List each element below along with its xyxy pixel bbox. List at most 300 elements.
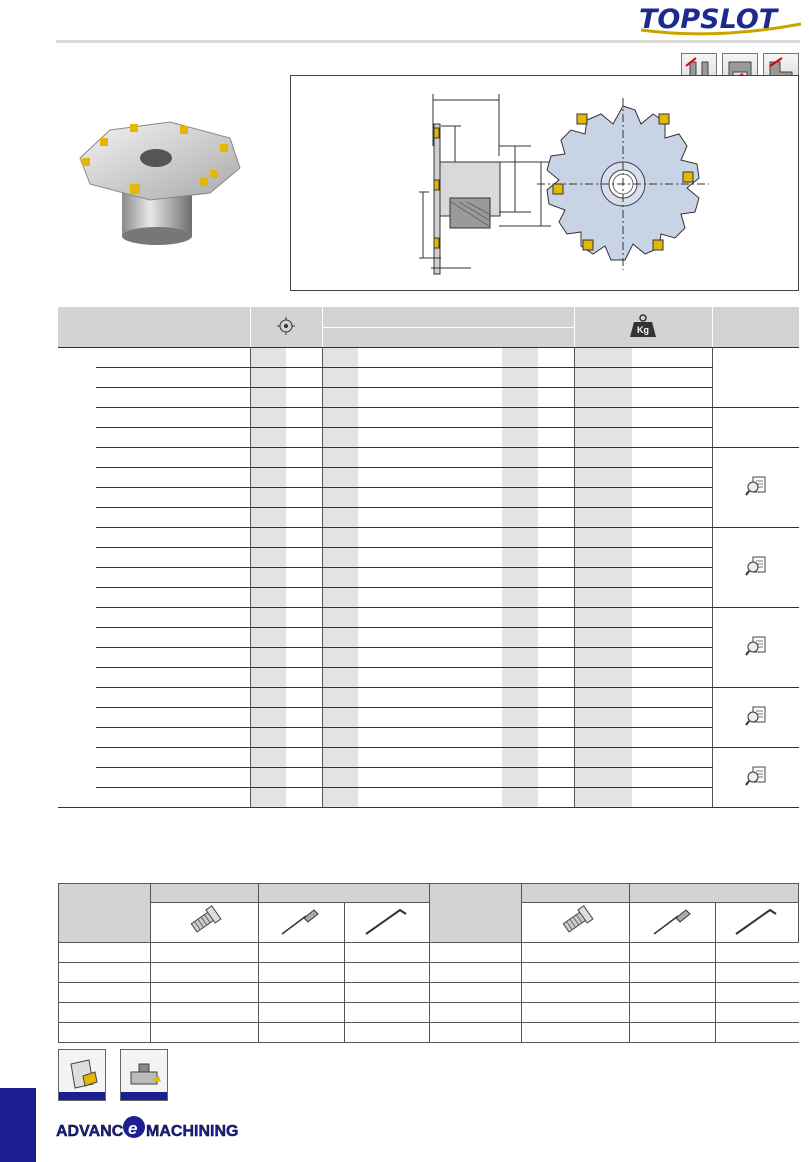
table-cell [538, 688, 574, 708]
table-cell [422, 448, 502, 468]
table-cell [358, 768, 422, 788]
table-cell [286, 688, 322, 708]
reference-cell [712, 448, 799, 528]
reference-cell [712, 408, 799, 448]
table-cell [502, 728, 538, 748]
product-photo [70, 118, 250, 248]
table-cell [574, 568, 632, 588]
table-cell [96, 748, 250, 768]
accessories-cell [630, 1023, 716, 1043]
table-cell [286, 508, 322, 528]
table-cell [322, 648, 358, 668]
accessories-icon-row [59, 903, 799, 943]
table-row [58, 568, 799, 588]
accessories-cell [258, 983, 344, 1003]
table-cell [538, 768, 574, 788]
table-cell [574, 508, 632, 528]
table-row [58, 628, 799, 648]
table-cell [250, 548, 286, 568]
table-cell [286, 668, 322, 688]
table-cell [538, 368, 574, 388]
table-cell [358, 428, 422, 448]
table-cell [574, 788, 632, 808]
table-cell [286, 408, 322, 428]
screw-icon [150, 903, 258, 943]
table-cell [538, 528, 574, 548]
table-cell [286, 548, 322, 568]
accessories-cell [716, 963, 799, 983]
table-cell [96, 708, 250, 728]
table-cell [574, 368, 632, 388]
table-cell [250, 468, 286, 488]
reference-magnifier-icon[interactable] [745, 719, 767, 730]
table-cell [286, 468, 322, 488]
table-cell [96, 388, 250, 408]
table-cell [322, 508, 358, 528]
table-cell [358, 468, 422, 488]
table-cell [632, 588, 712, 608]
table-cell [96, 468, 250, 488]
table-cell [502, 508, 538, 528]
table-cell [574, 408, 632, 428]
header-dimensions-sub [322, 328, 574, 348]
weight-kg-icon [628, 314, 658, 338]
table-cell [286, 788, 322, 808]
table-cell [250, 668, 286, 688]
table-row [58, 348, 799, 368]
table-cell [422, 548, 502, 568]
table-cell [574, 688, 632, 708]
insert-positions-icon [276, 328, 296, 339]
table-cell [538, 348, 574, 368]
torx-screwdriver-icon [630, 903, 716, 943]
table-cell [632, 548, 712, 568]
table-cell [574, 588, 632, 608]
header-designation [58, 307, 250, 348]
table-cell [574, 548, 632, 568]
table-cell [632, 408, 712, 428]
table-cell [96, 428, 250, 448]
reference-cell [712, 608, 799, 688]
table-cell [250, 788, 286, 808]
table-cell [538, 708, 574, 728]
table-row [58, 668, 799, 688]
table-cell [286, 348, 322, 368]
table-cell [632, 648, 712, 668]
table-cell [422, 648, 502, 668]
table-cell [96, 488, 250, 508]
table-cell [632, 428, 712, 448]
table-row [58, 728, 799, 748]
table-cell [632, 608, 712, 628]
table-cell [358, 408, 422, 428]
table-cell [322, 488, 358, 508]
table-cell [286, 768, 322, 788]
table-cell [632, 788, 712, 808]
accessories-cell [344, 1023, 430, 1043]
table-cell [632, 668, 712, 688]
table-cell [422, 628, 502, 648]
table-cell [538, 668, 574, 688]
table-cell [632, 388, 712, 408]
accessories-cell [344, 1003, 430, 1023]
table-cell [538, 468, 574, 488]
accessories-designation-header-2 [430, 884, 522, 943]
accessories-cell [630, 963, 716, 983]
accessories-cell [59, 943, 151, 963]
accessories-cell [59, 1003, 151, 1023]
table-cell [502, 648, 538, 668]
table-cell [574, 348, 632, 368]
accessories-cell [258, 963, 344, 983]
table-cell [502, 548, 538, 568]
table-cell [422, 408, 502, 428]
accessories-cell [716, 943, 799, 963]
table-header-row [58, 307, 799, 328]
reference-cell [712, 688, 799, 748]
table-cell [358, 788, 422, 808]
footer-logo-left: ADVANC [56, 1123, 124, 1140]
table-row [58, 768, 799, 788]
table-cell [96, 768, 250, 788]
table-cell [96, 588, 250, 608]
table-row [58, 508, 799, 528]
table-cell [322, 768, 358, 788]
table-row [58, 408, 799, 428]
table-cell [250, 508, 286, 528]
accessories-cell [716, 983, 799, 1003]
accessories-cell [59, 983, 151, 1003]
table-cell [502, 568, 538, 588]
table-cell [538, 628, 574, 648]
table-cell [632, 448, 712, 468]
accessories-cell [630, 983, 716, 1003]
footer-logo-right: MACHINING [146, 1123, 239, 1140]
accessories-cell [630, 943, 716, 963]
accessories-cell [258, 1023, 344, 1043]
table-cell [422, 428, 502, 448]
table-row [58, 748, 799, 768]
table-cell [574, 728, 632, 748]
table-cell [96, 608, 250, 628]
table-cell [538, 728, 574, 748]
accessories-cell [430, 983, 522, 1003]
table-cell [322, 708, 358, 728]
table-cell [250, 568, 286, 588]
accessories-cell [430, 1023, 522, 1043]
table-cell [422, 788, 502, 808]
table-cell [422, 568, 502, 588]
table-cell [96, 448, 250, 468]
cutter-side-section [419, 94, 551, 274]
table-cell [538, 788, 574, 808]
table-cell [422, 688, 502, 708]
table-cell [422, 708, 502, 728]
table-cell [358, 568, 422, 588]
accessories-cell [716, 1023, 799, 1043]
accessories-row [59, 963, 799, 983]
table-cell [574, 488, 632, 508]
table-cell [96, 648, 250, 668]
table-cell [502, 588, 538, 608]
table-cell [286, 568, 322, 588]
table-cell [322, 548, 358, 568]
accessories-cell [344, 943, 430, 963]
table-cell [358, 348, 422, 368]
table-cell [502, 528, 538, 548]
brand-logo-text: TOPSLOT [639, 4, 778, 35]
table-cell [286, 748, 322, 768]
table-cell [538, 388, 574, 408]
accessories-row [59, 1003, 799, 1023]
table-cell [632, 768, 712, 788]
table-cell [574, 448, 632, 468]
table-cell [574, 648, 632, 668]
technical-info-icon[interactable] [120, 1049, 168, 1101]
table-cell [358, 708, 422, 728]
table-cell [250, 428, 286, 448]
table-cell [250, 448, 286, 468]
table-cell [250, 608, 286, 628]
table-cell [358, 748, 422, 768]
table-cell [358, 728, 422, 748]
accessories-cell [59, 963, 151, 983]
table-cell [250, 388, 286, 408]
table-cell [632, 628, 712, 648]
accessories-cell [150, 1003, 258, 1023]
table-cell [358, 448, 422, 468]
series-cell [58, 348, 96, 808]
table-cell [538, 608, 574, 628]
reference-magnifier-icon[interactable] [745, 569, 767, 580]
table-cell [502, 408, 538, 428]
accessories-cell [258, 1003, 344, 1023]
table-cell [250, 728, 286, 748]
weight-unit-label: Kg [637, 324, 649, 335]
table-cell [358, 388, 422, 408]
accessories-cell [59, 1023, 151, 1043]
table-cell [96, 528, 250, 548]
table-cell [286, 608, 322, 628]
table-cell [502, 368, 538, 388]
table-cell [502, 788, 538, 808]
table-cell [574, 608, 632, 628]
table-cell [574, 748, 632, 768]
table-cell [422, 468, 502, 488]
table-cell [286, 728, 322, 748]
accessories-table [58, 883, 799, 1043]
accessories-cell [150, 963, 258, 983]
table-cell [538, 508, 574, 528]
table-row [58, 468, 799, 488]
table-cell [358, 688, 422, 708]
accessories-cell [430, 963, 522, 983]
table-cell [632, 468, 712, 488]
table-cell [96, 548, 250, 568]
table-cell [422, 508, 502, 528]
table-cell [422, 348, 502, 368]
table-cell [502, 348, 538, 368]
table-cell [358, 368, 422, 388]
table-cell [538, 488, 574, 508]
table-cell [502, 388, 538, 408]
table-cell [502, 708, 538, 728]
table-row [58, 688, 799, 708]
cutter-front-view [537, 98, 709, 270]
footer-logo [56, 1117, 239, 1141]
table-cell [574, 388, 632, 408]
table-cell [538, 408, 574, 428]
table-cell [286, 708, 322, 728]
table-cell [538, 568, 574, 588]
header-rule [56, 40, 800, 43]
table-cell [322, 608, 358, 628]
table-cell [322, 688, 358, 708]
table-cell [632, 728, 712, 748]
table-cell [502, 628, 538, 648]
table-cell [286, 448, 322, 468]
table-cell [422, 748, 502, 768]
table-cell [358, 488, 422, 508]
reference-magnifier-icon[interactable] [745, 489, 767, 500]
reference-cell [712, 528, 799, 608]
table-cell [322, 428, 358, 448]
table-cell [322, 388, 358, 408]
table-cell [358, 528, 422, 548]
table-row [58, 608, 799, 628]
table-cell [250, 588, 286, 608]
table-cell [502, 748, 538, 768]
table-row [58, 488, 799, 508]
header-teeth [250, 307, 322, 348]
table-cell [96, 788, 250, 808]
table-cell [286, 488, 322, 508]
table-cell [250, 368, 286, 388]
table-cell [358, 608, 422, 628]
table-cell [422, 588, 502, 608]
accessories-cell [716, 1003, 799, 1023]
table-cell [250, 748, 286, 768]
accessories-cell [522, 983, 630, 1003]
table-cell [574, 708, 632, 728]
accessories-screw-header [150, 884, 258, 903]
table-cell [286, 368, 322, 388]
table-cell [322, 668, 358, 688]
table-row [58, 548, 799, 568]
table-cell [574, 628, 632, 648]
table-row [58, 588, 799, 608]
table-cell [632, 508, 712, 528]
table-cell [96, 688, 250, 708]
section-tab [0, 1088, 36, 1162]
table-cell [574, 668, 632, 688]
table-cell [358, 548, 422, 568]
table-cell [96, 668, 250, 688]
table-row [58, 648, 799, 668]
screw-icon [522, 903, 630, 943]
accessories-cell [630, 1003, 716, 1023]
table-cell [422, 728, 502, 748]
table-cell [250, 768, 286, 788]
table-cell [322, 348, 358, 368]
table-cell [358, 628, 422, 648]
table-cell [538, 428, 574, 448]
table-cell [502, 688, 538, 708]
table-cell [422, 528, 502, 548]
table-cell [322, 448, 358, 468]
accessories-cell [430, 943, 522, 963]
table-cell [358, 668, 422, 688]
catalog-reference-icon[interactable] [58, 1049, 106, 1101]
table-cell [96, 568, 250, 588]
table-cell [502, 428, 538, 448]
header-dimensions [322, 307, 574, 328]
technical-drawing [290, 75, 799, 291]
table-cell [574, 468, 632, 488]
table-cell [538, 448, 574, 468]
table-cell [250, 408, 286, 428]
table-row [58, 368, 799, 388]
table-cell [422, 388, 502, 408]
table-cell [502, 768, 538, 788]
accessories-cell [430, 1003, 522, 1023]
table-cell [322, 468, 358, 488]
table-row [58, 788, 799, 808]
reference-magnifier-icon[interactable] [745, 649, 767, 660]
table-cell [422, 768, 502, 788]
table-cell [96, 348, 250, 368]
table-cell [96, 728, 250, 748]
specification-table [58, 307, 799, 808]
accessories-cell [150, 943, 258, 963]
accessories-header-row [59, 884, 799, 903]
table-cell [358, 588, 422, 608]
header-reference [712, 307, 799, 348]
reference-magnifier-icon[interactable] [745, 779, 767, 790]
hex-key-icon [716, 903, 799, 943]
accessories-cell [522, 943, 630, 963]
accessories-cell [344, 963, 430, 983]
accessories-row [59, 1023, 799, 1043]
table-cell [502, 608, 538, 628]
table-cell [502, 468, 538, 488]
table-cell [250, 628, 286, 648]
table-cell [574, 528, 632, 548]
header-weight [574, 307, 712, 348]
table-row [58, 528, 799, 548]
accessories-cell [150, 983, 258, 1003]
table-cell [632, 528, 712, 548]
table-cell [632, 568, 712, 588]
table-cell [286, 588, 322, 608]
reference-cell [712, 748, 799, 808]
table-cell [322, 588, 358, 608]
table-cell [422, 488, 502, 508]
table-cell [422, 668, 502, 688]
hex-key-icon [344, 903, 430, 943]
table-cell [632, 688, 712, 708]
table-cell [422, 368, 502, 388]
brand-logo [635, 0, 805, 38]
table-cell [322, 528, 358, 548]
table-cell [96, 368, 250, 388]
table-cell [322, 628, 358, 648]
table-cell [358, 648, 422, 668]
accessories-designation-header [59, 884, 151, 943]
table-cell [538, 588, 574, 608]
table-row [58, 388, 799, 408]
table-cell [538, 648, 574, 668]
